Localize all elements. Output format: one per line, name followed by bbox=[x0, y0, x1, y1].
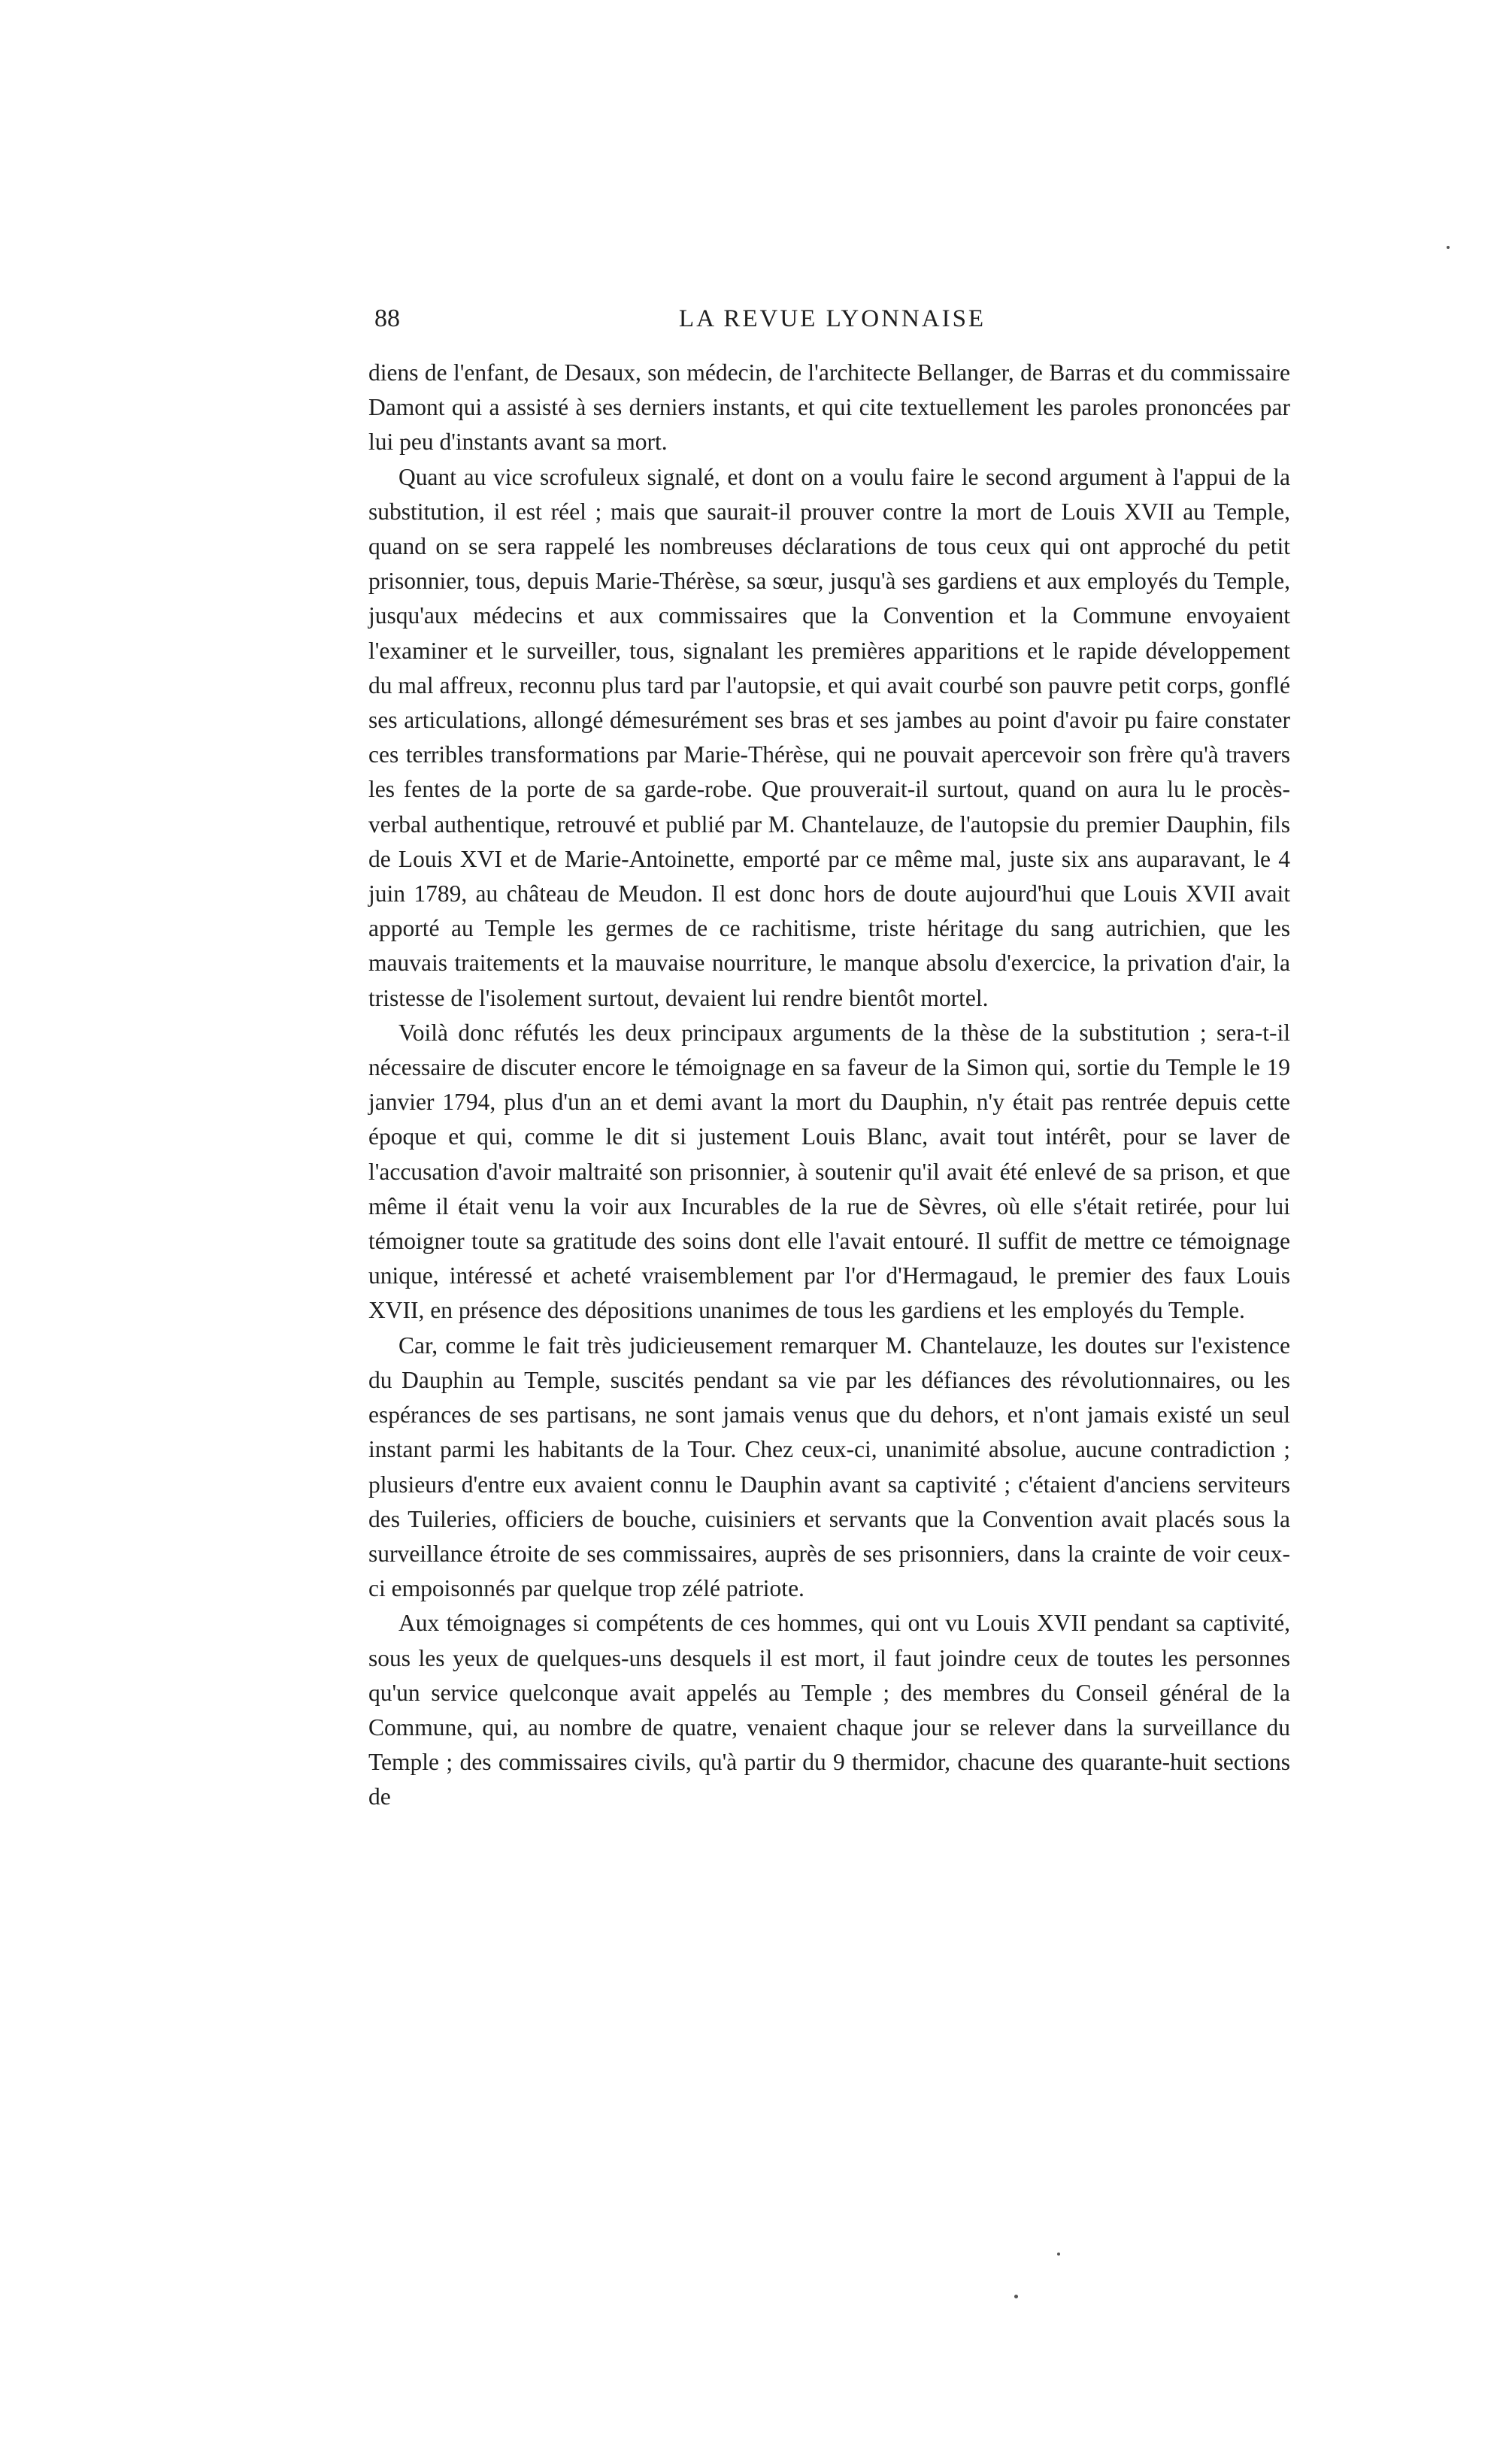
paper-speck bbox=[1057, 2253, 1060, 2256]
paragraph-2: Quant au vice scrofuleux signalé, et dont on a voulu faire le second argument à l'appui de la substitution, il est réel ; mais que saurait-il prouver contre la mort de Louis XVII au Temple, quand on se sera rappelé les nombreuses déclarations de tous ceux qui ont approché du petit prisonnier, tous, depuis Marie-Thérèse, sa sœur, jusqu'à ses gardiens et aux employés du Temple, jusqu'aux médecins et aux commissaires que la Convention et la Commune envoyaient l'examiner et le surveiller, tous, signalant les premières apparitions et le rapide développement du mal affreux, reconnu plus tard par l'autopsie, et qui avait courbé son pauvre petit corps, gonflé ses articulations, allongé démesurément ses bras et ses jambes au point d'avoir pu faire constater ces terribles transformations par Marie-Thérèse, qui ne pouvait apercevoir son frère qu'à travers les fentes de la porte de sa garde-robe. Que prouverait-il surtout, quand on aura lu le procès-verbal authentique, retrouvé et publié par M. Chantelauze, de l'autopsie du premier Dauphin, fils de Louis XVI et de Marie-Antoinette, emporté par ce même mal, juste six ans auparavant, le 4 juin 1789, au château de Meudon. Il est donc hors de doute aujourd'hui que Louis XVII avait apporté au Temple les germes de ce rachitisme, triste héritage du sang autrichien, que les mauvais traitements et la mauvaise nourriture, le manque absolu d'exercice, la privation d'air, la tristesse de l'isolement surtout, devaient lui rendre bientôt mortel. bbox=[368, 463, 1290, 1011]
paper-speck bbox=[1447, 246, 1450, 249]
paragraph-4: Car, comme le fait très judicieusement remarquer M. Chantelauze, les doutes sur l'existence du Dauphin au Temple, suscités pendant sa vie par les défiances des révolutionnaires, ou les espérances de ses partisans, ne sont jamais venus que du dehors, et n'ont jamais existé un seul instant parmi les habitants de la Tour. Chez ceux-ci, unanimité absolue, aucune contradiction ; plusieurs d'entre eux avaient connu le Dauphin avant sa captivité ; c'étaient d'anciens serviteurs des Tuileries, officiers de bouche, cuisiniers et servants que la Convention avait placés sous la surveillance étroite de ses commissaires, auprès de ses prisonniers, dans la crainte de voir ceux-ci empoisonnés par quelque trop zélé patriote. bbox=[368, 1332, 1290, 1602]
running-title: LA REVUE LYONNAISE bbox=[678, 305, 986, 332]
page-number: 88 bbox=[374, 304, 400, 332]
paragraph-1: diens de l'enfant, de Desaux, son médecin, de l'architecte Bellanger, de Barras et du commissaire Damont qui a assisté à ses derniers instants, et qui cite textuellement les paroles prononcées par lui peu d'instants avant sa mort. bbox=[368, 359, 1290, 456]
body-text bbox=[368, 356, 1290, 1815]
paragraph-5: Aux témoignages si compétents de ces hommes, qui ont vu Louis XVII pendant sa captivité, sous les yeux de quelques-uns desquels il est mort, il faut joindre ceux de toutes les personnes qu'un service quelconque avait appelés au Temple ; des membres du Conseil général de la Commune, qui, au nombre de quatre, venaient chaque jour se relever dans la surveillance du Temple ; des commissaires civils, qu'à partir du 9 thermidor, chacune des quarante-huit sections de bbox=[368, 1610, 1290, 1810]
paper-speck bbox=[1014, 2295, 1018, 2298]
paragraph-3: Voilà donc réfutés les deux principaux arguments de la thèse de la substitution ; sera-t-il nécessaire de discuter encore le témoignage en sa faveur de la Simon qui, sortie du Temple le 19 janvier 1794, plus d'un an et demi avant la mort du Dauphin, n'y était pas rentrée depuis cette époque et qui, comme le dit si justement Louis Blanc, avait tout intérêt, pour se laver de l'accusation d'avoir maltraité son prisonnier, à soutenir qu'il avait été enlevé de sa prison, et que même il était venu la voir aux Incurables de la rue de Sèvres, où elle s'était retirée, pour lui témoigner toute sa gratitude des soins dont elle l'avait entouré. Il suffit de mettre ce témoignage unique, intéressé et acheté vraisemblement par l'or d'Hermagaud, le premier des faux Louis XVII, en présence des dépositions unanimes de tous les gardiens et les employés du Temple. bbox=[368, 1019, 1290, 1324]
page-header bbox=[374, 298, 1290, 340]
